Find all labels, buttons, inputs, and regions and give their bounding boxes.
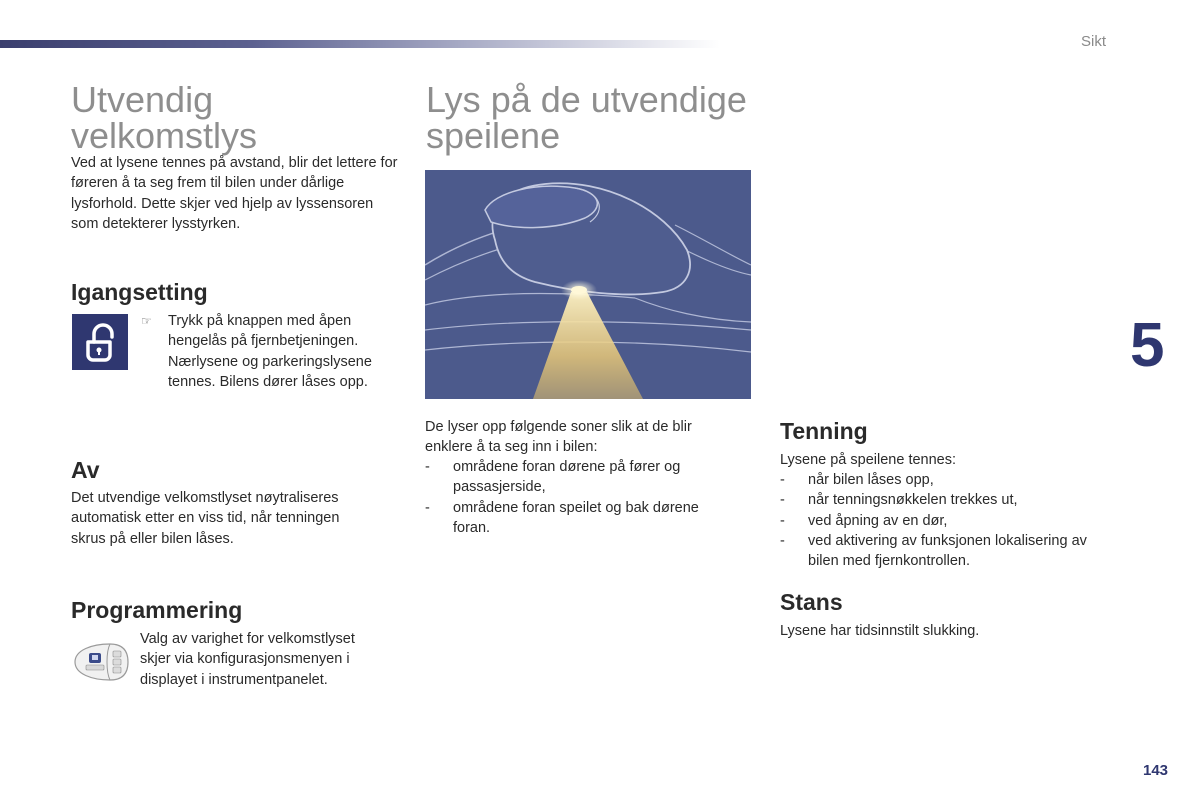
middle-title: Lys på de utvendige speilene [426,79,747,156]
list-item: - områdene foran speilet og bak dørene foran. [425,498,730,539]
ignition-list [780,470,1115,571]
programming-text: Valg av varighet for velkomstlyset skjer via konfigurasjonsmenyen i displayet i instrumentpanelet. [140,631,355,688]
activation-text: Trykk på knappen med åpen hengelås på fjernbetjeningen. Nærlysene og parkeringslysene tennes. Bilens dører låses opp. [168,313,372,390]
steering-wheel-controls-icon [72,640,130,684]
list-item: - områdene foran dørene på fører og passasjerside, [425,457,730,498]
left-intro: Ved at lysene tennes på avstand, blir det lettere for føreren å ta seg frem til bilen under dårlige lysforhold. Dette skjer ved hjelp av lyssensoren som detekterer lysstyrken. [71,155,398,232]
open-padlock-icon [72,314,128,370]
zones-list [425,457,730,538]
header-gradient-bar [0,40,720,48]
page-number: 143 [1143,762,1169,779]
ignition-heading: Tenning [780,418,868,444]
stop-text: Lysene har tidsinnstilt slukking. [780,623,980,639]
list-item: - når bilen låses opp, [780,470,1115,490]
left-title: Utvendig velkomstlys [71,79,258,156]
programming-heading: Programmering [71,597,243,623]
activation-heading: Igangsetting [71,279,208,305]
list-item: - ved aktivering av funksjonen lokalisering av bilen med fjernkontrollen. [780,531,1115,572]
list-item: - ved åpning av en dør, [780,511,1115,531]
pointer-icon: ☞ [141,314,152,328]
stop-heading: Stans [780,589,843,615]
mirror-light-illustration [425,170,751,399]
zones-description: De lyser opp følgende soner slik at de blir enklere å ta seg inn i bilen: [425,419,692,456]
off-text: Det utvendige velkomstlyset nøytraliseres automatisk etter en viss tid, når tenningen skrus på eller bilen låses. [71,490,340,547]
chapter-number: 5 [1130,311,1165,380]
ignition-intro: Lysene på speilene tennes: [780,452,957,468]
off-heading: Av [71,457,100,483]
list-item: - når tenningsnøkkelen trekkes ut, [780,490,1115,510]
section-label: Sikt [1080,33,1106,50]
